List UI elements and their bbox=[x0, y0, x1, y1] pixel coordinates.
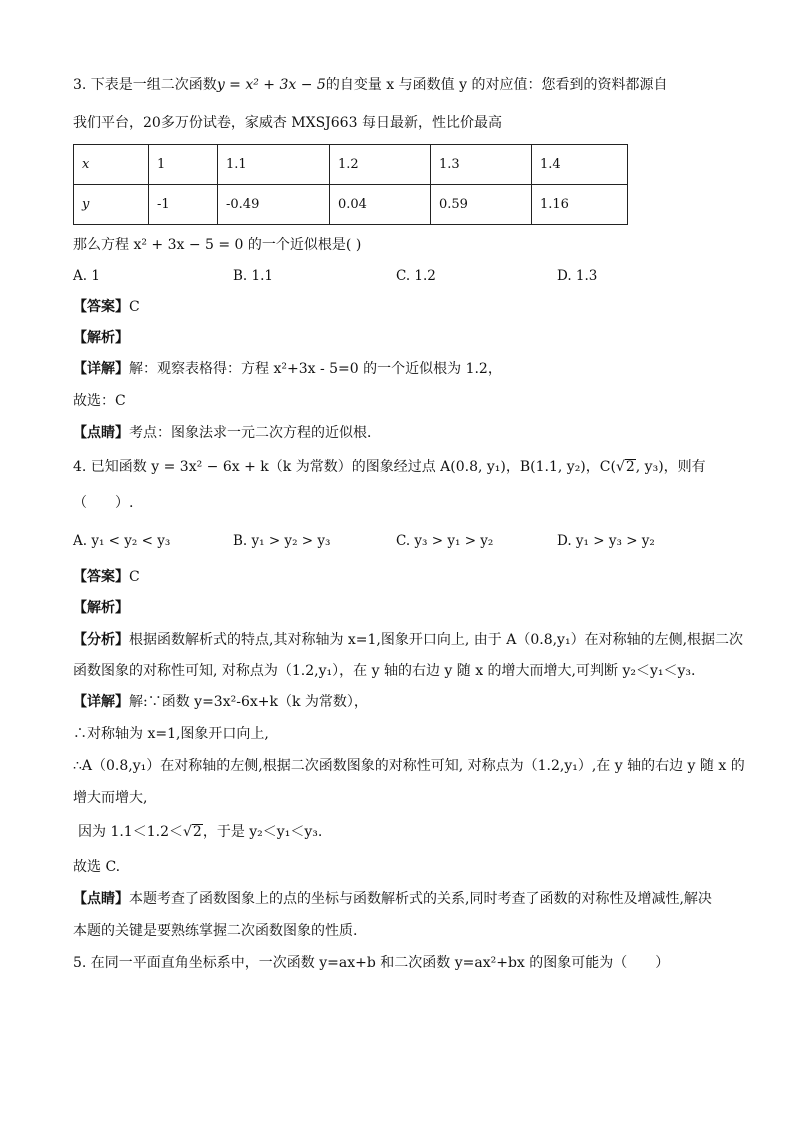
q4-option-a: A. y₁ < y₂ < y₃ bbox=[73, 533, 171, 549]
detail-tag: 【详解】 bbox=[73, 694, 129, 710]
table-header-x: x bbox=[74, 145, 149, 185]
sqrt-value: 2 bbox=[625, 459, 635, 475]
q4-option-d: D. y₁ > y₃ > y₂ bbox=[557, 533, 655, 549]
table-row-y bbox=[74, 185, 628, 225]
comment-text: 考点：图象法求一元二次方程的近似根． bbox=[129, 425, 381, 441]
q4-option-b: B. y₁ > y₂ > y₃ bbox=[233, 533, 331, 549]
sqrt-value: 2 bbox=[192, 824, 202, 840]
detail-tag: 【详解】 bbox=[73, 361, 129, 377]
table-cell: 1.1 bbox=[218, 145, 330, 185]
detail-text: 因为 1.1＜1.2＜ bbox=[78, 824, 183, 840]
q3-analysis-tag: 【解析】 bbox=[73, 330, 129, 346]
q3-comment bbox=[73, 424, 381, 442]
comment-text: 本题考查了函数图象上的点的坐标与函数解析式的关系,同时考查了函数的对称性及增减性,解决 bbox=[129, 891, 712, 907]
q4-choose: 故选 C. bbox=[73, 859, 121, 875]
q4-detail-line-2: ∴对称轴为 x=1,图象开口向上, bbox=[73, 726, 269, 742]
answer-value: C bbox=[129, 569, 140, 585]
q3-option-d: D. 1.3 bbox=[557, 268, 598, 284]
detail-text-tail: ，于是 y₂＜y₁＜y₃. bbox=[202, 824, 323, 840]
table-cell: 1.16 bbox=[532, 185, 628, 225]
q4-detail-line-5: 因为 1.1＜1.2＜√2，于是 y₂＜y₁＜y₃. bbox=[78, 824, 323, 840]
comment-tag: 【点睛】 bbox=[73, 891, 129, 907]
detail-text: 解：观察表格得：方程 x²+3x - 5=0 的一个近似根为 1.2， bbox=[129, 361, 502, 377]
q3-choose: 故选：C bbox=[73, 393, 126, 409]
table-cell: 1.2 bbox=[330, 145, 431, 185]
q3-line-2: 我们平台，20多万份试卷，家威杏 MXSJ663 每日最新，性比价最高 bbox=[73, 115, 502, 131]
analysis-tag: 【分析】 bbox=[73, 632, 129, 648]
detail-text: 解:∵函数 y=3x²-6x+k（k 为常数）， bbox=[129, 694, 368, 710]
analysis-text: 根据函数解析式的特点,其对称轴为 x=1,图象开口向上, 由于 A（0.8,y₁）在对称轴的左侧,根据二次 bbox=[129, 632, 744, 648]
q4-stem-text: 4. 已知函数 y = 3x² − 6x + k（k 为常数）的图象经过点 A(0.8, y₁)，B(1.1, y₂)，C( bbox=[73, 459, 616, 475]
q3-intro: 3. 下表是一组二次函数 bbox=[73, 77, 217, 93]
q4-detail-line-3: ∴A（0.8,y₁）在对称轴的左侧,根据二次函数图象的对称性可知, 对称点为（1.2,y₁）,在 y 轴的右边 y 随 x 的 bbox=[73, 758, 745, 774]
q4-analysis-line-2: 函数图象的对称性可知, 对称点为（1.2,y₁），在 y 轴的右边 y 随 x 的增大而增大,可判断 y₂＜y₁＜y₃. bbox=[73, 663, 696, 679]
q3-stem: 那么方程 x² + 3x − 5 = 0 的一个近似根是( ) bbox=[73, 237, 362, 253]
q4-comment-line-2: 本题的关键是要熟练掌握二次函数图象的性质. bbox=[73, 923, 358, 939]
table-header-y: y bbox=[74, 185, 149, 225]
answer-tag: 【答案】 bbox=[73, 299, 129, 315]
answer-tag: 【答案】 bbox=[73, 569, 129, 585]
q4-analysis-line-1 bbox=[73, 631, 743, 649]
q4-stem-tail: , y₃)，则有 bbox=[635, 459, 706, 475]
table-cell: 0.04 bbox=[330, 185, 431, 225]
q3-detail bbox=[73, 360, 502, 378]
q4-detail-line-1 bbox=[73, 693, 368, 711]
q3-line-1 bbox=[73, 76, 667, 94]
q3-intro-tail: 的自变量 x 与函数值 y 的对应值：您看到的资料都源自 bbox=[325, 77, 668, 93]
q4-analysis-tag: 【解析】 bbox=[73, 600, 129, 616]
value-table bbox=[73, 144, 628, 225]
q4-option-c: C. y₃ > y₁ > y₂ bbox=[396, 533, 494, 549]
q3-option-a: A. 1 bbox=[73, 268, 100, 284]
q3-option-b: B. 1.1 bbox=[233, 268, 273, 284]
q3-option-c: C. 1.2 bbox=[396, 268, 436, 284]
table-cell: -0.49 bbox=[218, 185, 330, 225]
answer-value: C bbox=[129, 299, 140, 315]
table-cell: 0.59 bbox=[431, 185, 532, 225]
table-row-x bbox=[74, 145, 628, 185]
q5-stem: 5. 在同一平面直角坐标系中，一次函数 y=ax+b 和二次函数 y=ax²+bx 的图象可能为（ ） bbox=[73, 955, 670, 971]
q3-answer bbox=[73, 298, 140, 316]
q4-stem-line-2: （ ）. bbox=[73, 495, 134, 511]
table-cell: 1 bbox=[149, 145, 218, 185]
table-cell: -1 bbox=[149, 185, 218, 225]
q4-detail-line-4: 增大而增大, bbox=[73, 790, 148, 806]
comment-tag: 【点睛】 bbox=[73, 425, 129, 441]
q4-comment-line-1 bbox=[73, 890, 712, 908]
q4-stem: 4. 已知函数 y = 3x² − 6x + k（k 为常数）的图象经过点 A(0.8, y₁)，B(1.1, y₂)，C(√2, y₃)，则有 bbox=[73, 459, 706, 475]
q3-formula: y = x² + 3x − 5 bbox=[216, 77, 326, 93]
table-cell: 1.4 bbox=[532, 145, 628, 185]
table-cell: 1.3 bbox=[431, 145, 532, 185]
q4-answer bbox=[73, 568, 140, 586]
